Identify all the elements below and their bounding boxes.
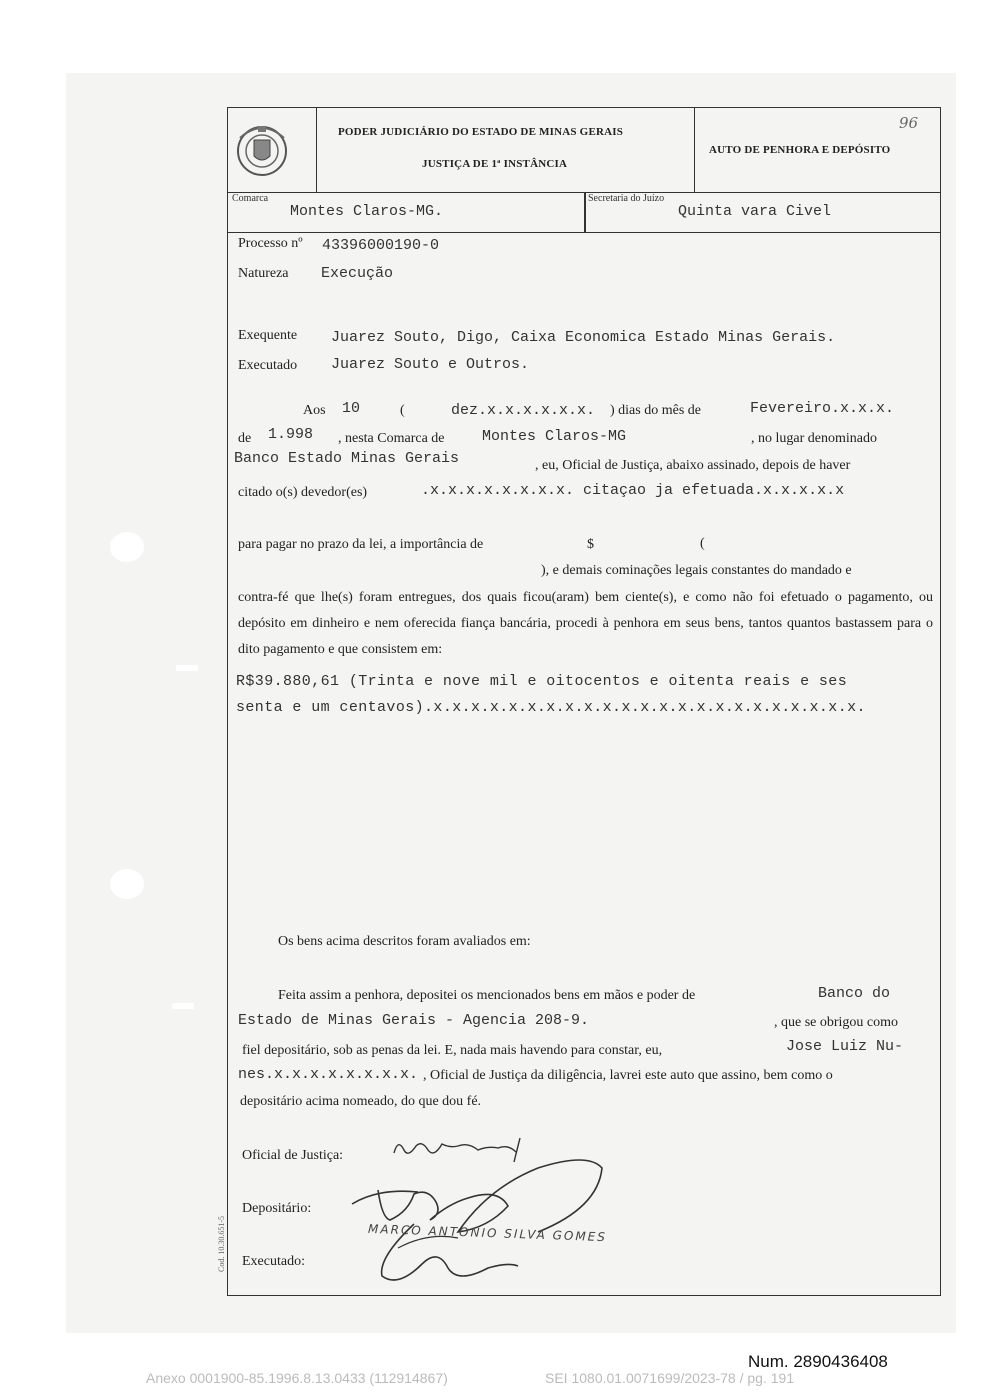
obriga-text: , que se obrigou como	[774, 1015, 899, 1030]
paren-open-2: (	[700, 536, 705, 551]
punch-mark	[172, 1003, 194, 1009]
court-name: PODER JUDICIÁRIO DO ESTADO DE MINAS GERAIS	[338, 126, 624, 138]
oficial-diligencia-text: , Oficial de Justiça da diligência, lavrei este auto que assino, bem como o	[423, 1068, 833, 1083]
secretaria-label: Secretaria do Juízo	[588, 193, 665, 204]
natureza-label: Natureza	[238, 266, 289, 281]
punch-mark	[176, 665, 198, 671]
year-value: 1.998	[268, 426, 314, 443]
day-value: 10	[342, 400, 361, 417]
secretaria-value: Quinta vara Civel	[678, 203, 832, 220]
bank-line-1: Banco do	[818, 985, 891, 1002]
citado-text: citado o(s) devedor(es)	[238, 485, 368, 500]
executado-signature-label: Executado:	[242, 1254, 305, 1269]
goods-line-2: senta e um centavos).x.x.x.x.x.x.x.x.x.x.x.x.x.x.x.x.x.x.x.x.x.x.x.	[236, 699, 866, 716]
comarca-name: Montes Claros-MG	[482, 428, 627, 445]
avaliados-text: Os bens acima descritos foram avaliados em:	[278, 934, 531, 949]
currency-symbol: $	[587, 537, 594, 552]
document-number: Num. 2890436408	[748, 1352, 888, 1371]
processo-value: 43396000190-0	[322, 237, 440, 254]
nesta-text: , nesta Comarca de	[338, 431, 445, 446]
comarca-value: Montes Claros-MG.	[290, 203, 444, 220]
officer-line-1: Jose Luiz Nu-	[786, 1038, 904, 1055]
lugar-text: , no lugar denominado	[751, 431, 877, 446]
dias-text: ) dias do mês de	[610, 403, 701, 418]
depositario-final-text: depositário acima nomeado, do que dou fé.	[240, 1094, 482, 1109]
natureza-value: Execução	[321, 265, 394, 282]
feita-text: Feita assim a penhora, depositei os mencionados bens em mãos e poder de	[278, 988, 696, 1003]
document-title-cell	[694, 108, 940, 192]
exequente-label: Exequente	[238, 328, 298, 343]
devedor-value: .x.x.x.x.x.x.x.x. citaçao ja efetuada.x.x.x.x.x	[421, 482, 845, 499]
de-label: de	[238, 431, 252, 446]
executado-value: Juarez Souto e Outros.	[331, 356, 530, 373]
court-heading	[316, 108, 695, 192]
exequente-value: Juarez Souto, Digo, Caixa Economica Estado Minas Gerais.	[331, 329, 836, 346]
oficial-text: , eu, Oficial de Justiça, abaixo assinado, depois de haver	[535, 458, 851, 473]
punch-hole	[110, 869, 144, 899]
cominacoes-text: ), e demais cominações legais constantes do mandado e	[541, 563, 852, 578]
processo-label: Processo nº	[238, 236, 303, 251]
court-instance: JUSTIÇA DE 1ª INSTÂNCIA	[422, 158, 568, 170]
comarca-label: Comarca	[232, 193, 269, 204]
aos-label: Aos	[303, 403, 326, 418]
day-words: dez.x.x.x.x.x.x.	[451, 402, 596, 419]
bank-line-2: Estado de Minas Gerais - Agencia 208-9.	[238, 1012, 590, 1029]
executado-label: Executado	[238, 358, 298, 373]
officer-line-2: nes.x.x.x.x.x.x.x.x.	[238, 1066, 419, 1083]
column-divider	[584, 192, 586, 232]
oficial-signature-label: Oficial de Justiça:	[242, 1148, 344, 1163]
depositario-signature-label: Depositário:	[242, 1201, 312, 1216]
goods-line-1: R$39.880,61 (Trinta e nove mil e oitocentos e oitenta reais e ses	[236, 673, 848, 690]
month-value: Fevereiro.x.x.x.	[750, 400, 895, 417]
folio-number: 96	[899, 114, 919, 132]
document-title: AUTO DE PENHORA E DEPÓSITO	[709, 144, 891, 156]
form-header	[228, 108, 940, 193]
depositario-handwritten-name: MARCO ANTONIO SILVA GOMES	[367, 1221, 608, 1245]
fiel-text: fiel depositário, sob as penas da lei. E, nada mais havendo para constar, eu,	[242, 1043, 663, 1058]
place-value: Banco Estado Minas Gerais	[234, 450, 460, 467]
auto-de-penhora-form	[227, 107, 941, 1296]
comarca-row	[228, 192, 940, 233]
paren-open: (	[400, 403, 405, 418]
form-code: Cod. 10.30.651-5	[217, 1216, 226, 1272]
pagar-text: para pagar no prazo da lei, a importância de	[238, 537, 484, 552]
annex-reference: Anexo 0001900-85.1996.8.13.0433 (112914867)	[146, 1370, 448, 1386]
sei-reference: SEI 1080.01.0071699/2023-78 / pg. 191	[545, 1370, 795, 1386]
punch-hole	[110, 532, 144, 562]
handwritten-signatures	[338, 1128, 678, 1298]
coat-of-arms-icon	[228, 108, 317, 192]
penhora-paragraph: contra-fé que lhe(s) foram entregues, dos quais ficou(aram) bem ciente(s), e como não foi efetuado o pagamento, ou depósito em dinheiro e nem oferecida fiança bancária, procedi à penhora em seus bens, tantos quantos bastassem para o dito pagamento e que consistem em:	[238, 590, 933, 657]
